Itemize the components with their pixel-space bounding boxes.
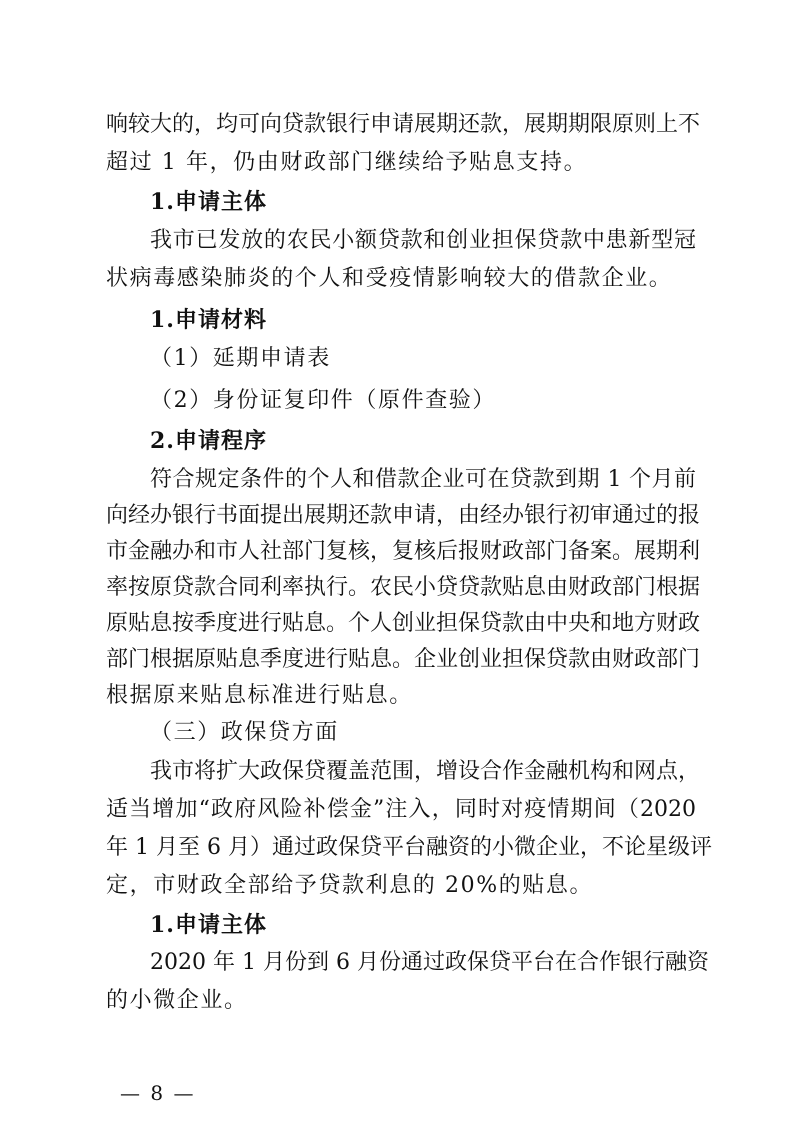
paragraph-line: 2020 年 1 月份到 6 月份通过政保贷平台在合作银行融资 bbox=[150, 950, 709, 975]
paragraph-line: 状病毒感染肺炎的个人和受疫情影响较大的借款企业。 bbox=[106, 266, 673, 291]
paragraph-line: 我市将扩大政保贷覆盖范围，增设合作金融机构和网点， bbox=[150, 759, 701, 784]
list-item: （1）延期申请表 bbox=[150, 346, 331, 371]
paragraph-line: 根据原来贴息标准进行贴息。 bbox=[106, 683, 413, 708]
section-heading: 1.申请主体 bbox=[150, 912, 267, 938]
section-heading: （三）政保贷方面 bbox=[150, 720, 339, 745]
paragraph-line: 年 1 月至 6 月）通过政保贷平台融资的小微企业，不论星级评 bbox=[106, 835, 712, 860]
paragraph-line: 响较大的，均可向贷款银行申请展期还款，展期期限原则上不 bbox=[106, 112, 701, 137]
paragraph-line: 的小微企业。 bbox=[106, 988, 248, 1013]
section-heading: 2.申请程序 bbox=[150, 428, 267, 454]
paragraph-line: 定，市财政全部给予贷款利息的 20%的贴息。 bbox=[106, 873, 594, 898]
section-heading: 1.申请材料 bbox=[150, 307, 267, 333]
paragraph-line: 向经办银行书面提出展期还款申请，由经办银行初审通过的报 bbox=[106, 503, 701, 528]
paragraph-line: 符合规定条件的个人和借款企业可在贷款到期 1 个月前 bbox=[150, 467, 696, 492]
section-heading: 1.申请主体 bbox=[150, 189, 267, 215]
paragraph-line: 我市已发放的农民小额贷款和创业担保贷款中患新型冠 bbox=[150, 228, 696, 253]
paragraph-line: 部门根据原贴息季度进行贴息。企业创业担保贷款由财政部门 bbox=[106, 647, 701, 672]
paragraph-line: 适当增加“政府风险补偿金”注入，同时对疫情期间（2020 bbox=[106, 797, 696, 822]
paragraph-line: 原贴息按季度进行贴息。个人创业担保贷款由中央和地方财政 bbox=[106, 611, 701, 636]
paragraph-line: 市金融办和市人社部门复核，复核后报财政部门备案。展期利 bbox=[106, 539, 701, 564]
paragraph-line: 率按原贷款合同利率执行。农民小贷贷款贴息由财政部门根据 bbox=[106, 575, 701, 600]
paragraph-line: 超过 1 年，仍由财政部门继续给予贴息支持。 bbox=[106, 150, 588, 175]
page-number: — 8 — bbox=[120, 1081, 196, 1105]
list-item: （2）身份证复印件（原件查验） bbox=[150, 388, 496, 413]
